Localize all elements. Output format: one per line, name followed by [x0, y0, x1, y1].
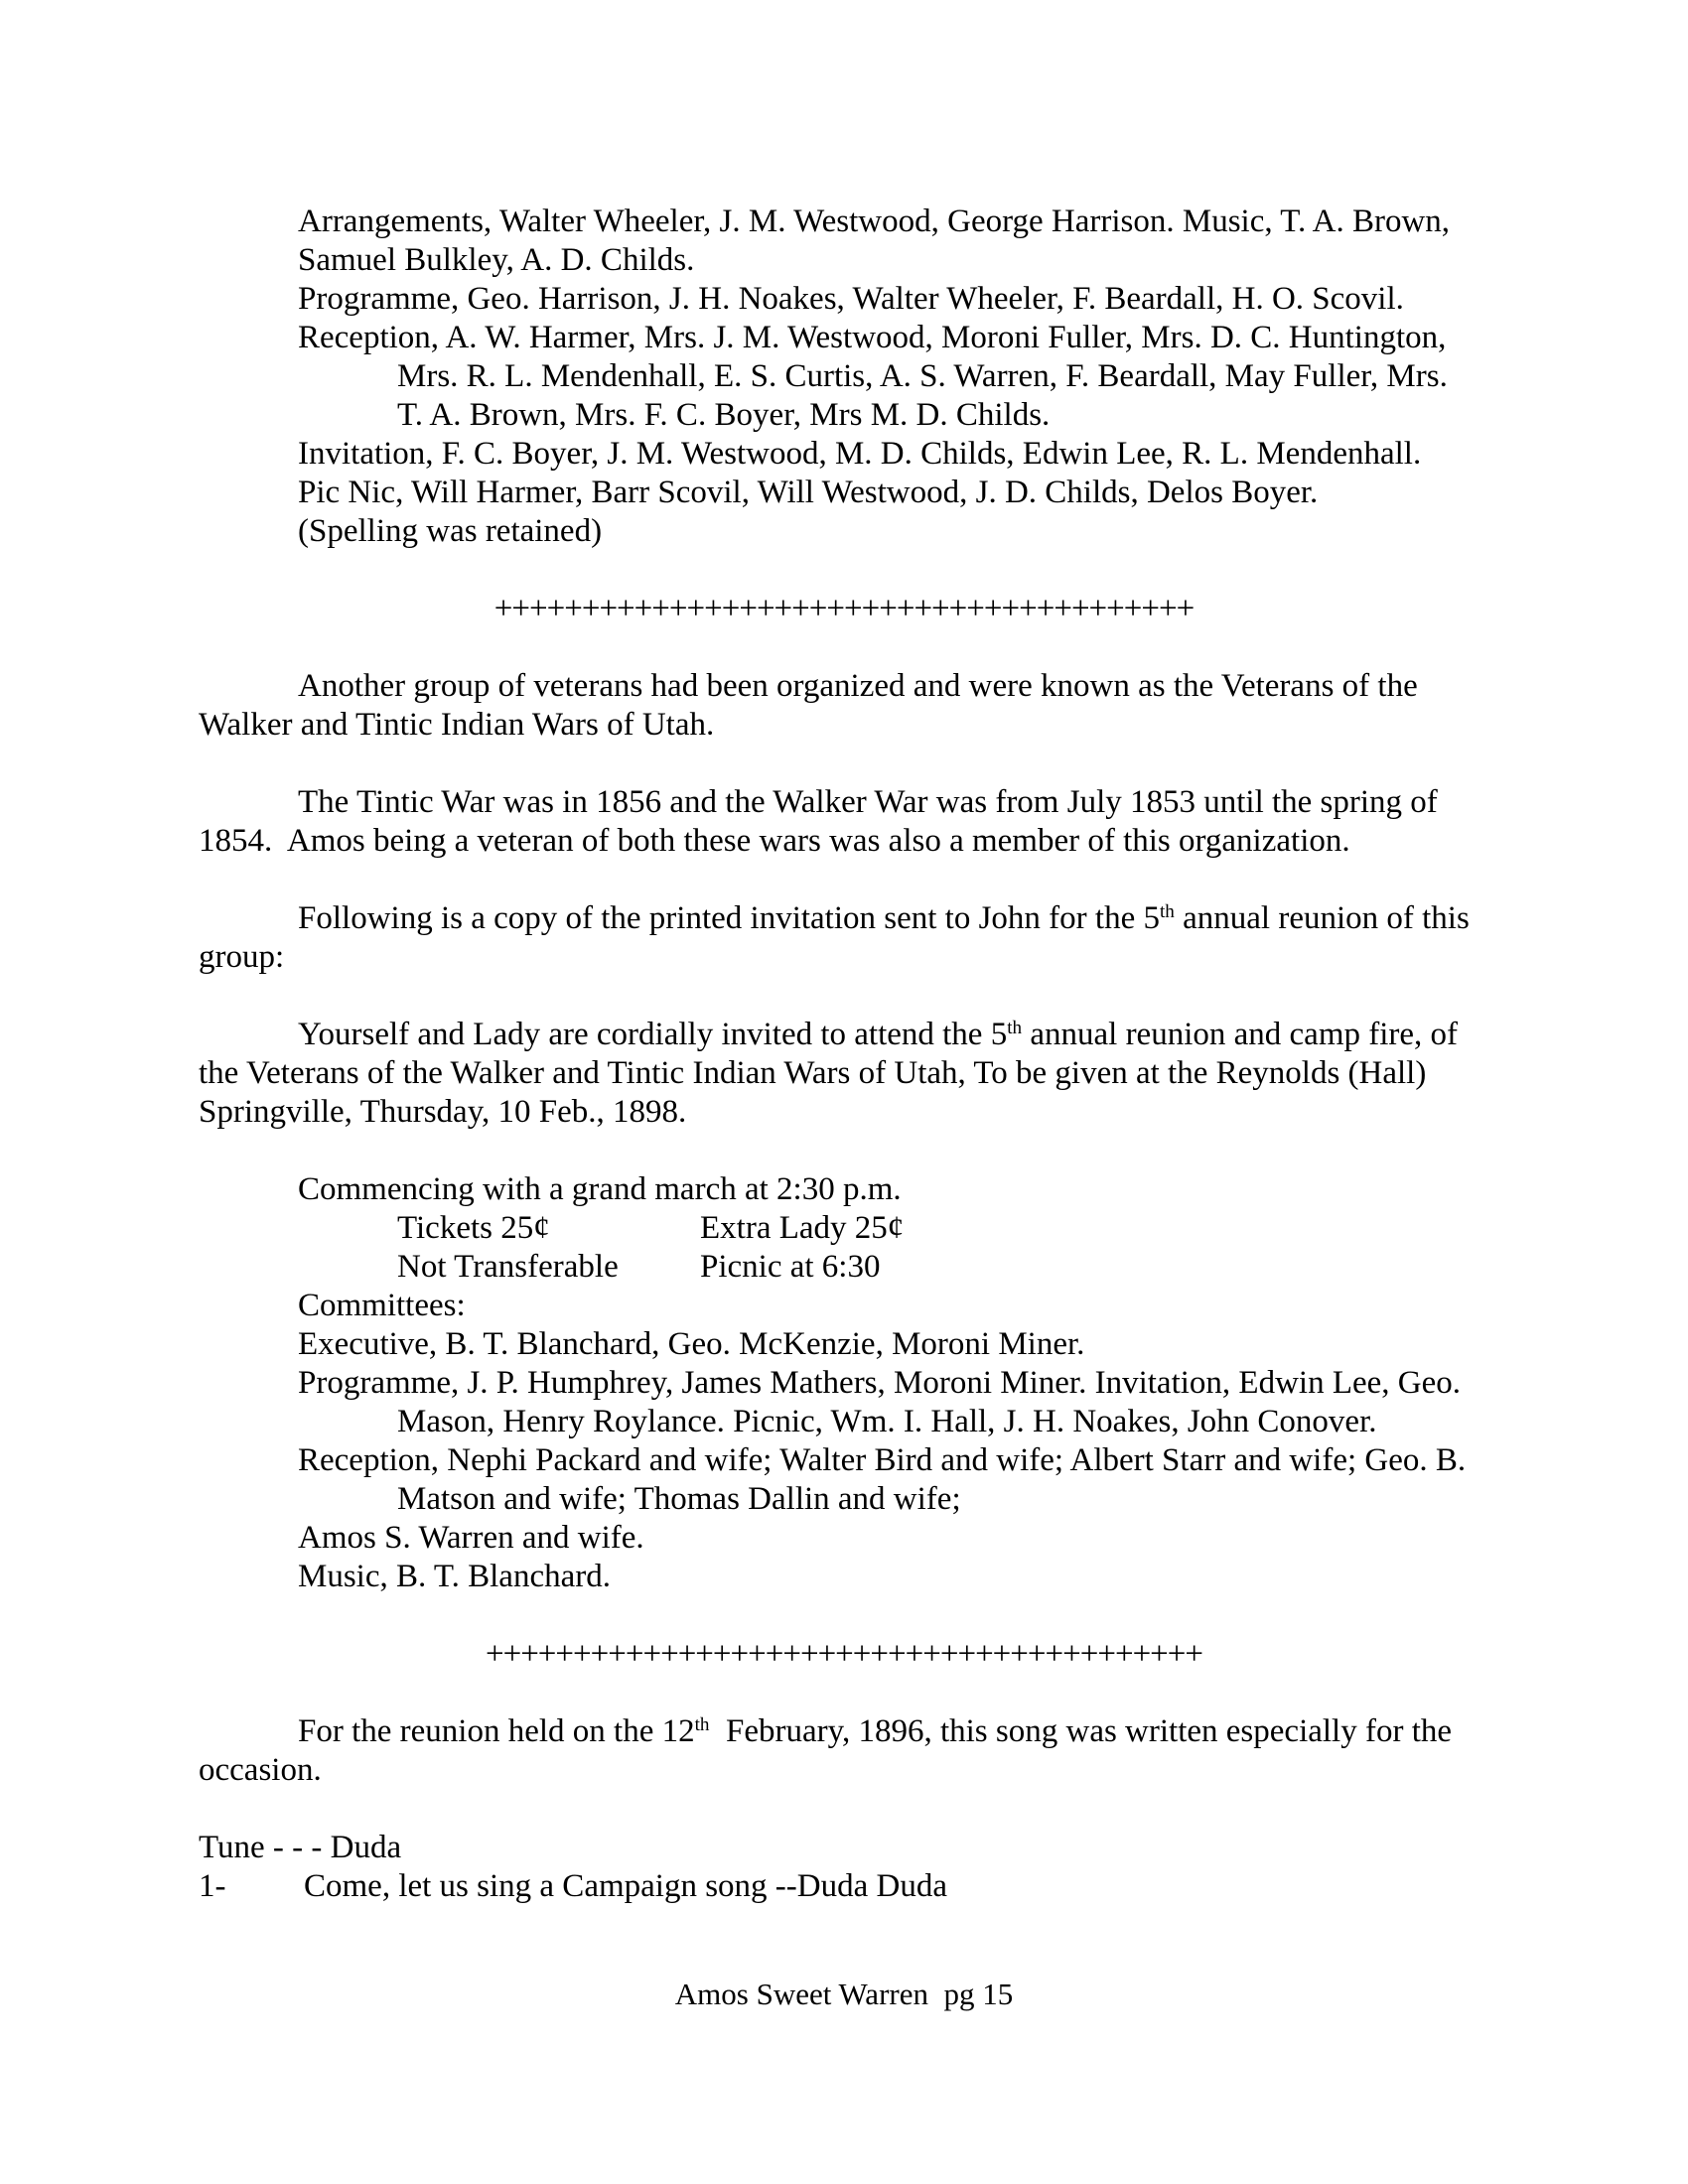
text-segment: +++++++++++++++++++++++++++++++++++++++++ — [485, 1636, 1203, 1672]
text-line — [298, 1558, 1489, 1596]
text-line — [298, 1712, 1489, 1751]
page-footer: Amos Sweet Warren pg 15 — [674, 1977, 1014, 2011]
text-segment: Invitation, F. C. Boyer, J. M. Westwood, M. D. Childs, Edwin Lee, R. L. Mendenhall. — [298, 436, 1422, 472]
text-segment: February, 1896, this song was written especially for the — [709, 1713, 1453, 1749]
separator-line — [199, 590, 1489, 628]
text-line — [199, 822, 1489, 861]
text-segment: Programme, J. P. Humphrey, James Mathers, Moroni Miner. Invitation, Edwin Lee, Geo. — [298, 1365, 1462, 1401]
text-line — [199, 938, 1489, 977]
text-segment: Executive, B. T. Blanchard, Geo. McKenzie, Moroni Miner. — [298, 1326, 1085, 1362]
text-segment: 1854. Amos being a veteran of both these wars was also a member of this organization. — [199, 823, 1350, 859]
text-line — [298, 899, 1489, 938]
text-segment: Picnic at 6:30 — [700, 1249, 881, 1285]
separator-line — [199, 1635, 1489, 1674]
text-line — [298, 474, 1489, 512]
text-line — [397, 1209, 1489, 1248]
text-segment: Walker and Tintic Indian Wars of Utah. — [199, 707, 715, 743]
blank-line — [199, 977, 1489, 1016]
text-segment: the Veterans of the Walker and Tintic Indian Wars of Utah, To be given at the Reynolds (Hall) — [199, 1055, 1427, 1091]
blank-line — [199, 1674, 1489, 1712]
text-line — [298, 435, 1489, 474]
text-segment: Following is a copy of the printed invitation sent to John for the 5 — [298, 900, 1160, 936]
text-segment: Yourself and Lady are cordially invited to attend the 5 — [298, 1017, 1008, 1052]
text-segment: group: — [199, 939, 285, 975]
text-line — [298, 667, 1489, 706]
text-line — [397, 1480, 1489, 1519]
text-line — [199, 706, 1489, 745]
document-body — [199, 203, 1489, 1906]
text-segment: Amos S. Warren and wife. — [298, 1520, 644, 1556]
text-segment: Come, let us sing a Campaign song --Duda Duda — [304, 1868, 947, 1904]
text-segment: ++++++++++++++++++++++++++++++++++++++++ — [493, 591, 1195, 626]
blank-line — [199, 1790, 1489, 1829]
text-segment: Arrangements, Walter Wheeler, J. M. Westwood, George Harrison. Music, T. A. Brown, — [298, 204, 1451, 239]
text-line — [298, 783, 1489, 822]
text-segment: Extra Lady 25¢ — [700, 1210, 905, 1246]
text-line — [298, 1016, 1489, 1054]
text-segment: Mason, Henry Roylance. Picnic, Wm. I. Hall, J. H. Noakes, John Conover. — [397, 1404, 1377, 1439]
text-segment: Samuel Bulkley, A. D. Childs. — [298, 242, 695, 278]
text-segment: The Tintic War was in 1856 and the Walker War was from July 1853 until the spring of — [298, 784, 1438, 820]
text-segment: annual reunion of this — [1174, 900, 1470, 936]
superscript-text: th — [1007, 1018, 1023, 1039]
blank-line — [199, 551, 1489, 590]
text-line — [298, 1519, 1489, 1558]
text-segment: Tickets 25¢ — [397, 1210, 550, 1246]
text-segment: Tune - - - Duda — [199, 1830, 402, 1865]
text-line — [298, 1287, 1489, 1325]
text-segment: Pic Nic, Will Harmer, Barr Scovil, Will Westwood, J. D. Childs, Delos Boyer. — [298, 475, 1319, 510]
text-segment: Reception, A. W. Harmer, Mrs. J. M. Westwood, Moroni Fuller, Mrs. D. C. Huntington, — [298, 320, 1447, 355]
blank-line — [199, 1596, 1489, 1635]
text-line — [298, 241, 1489, 280]
text-segment: Commencing with a grand march at 2:30 p.m. — [298, 1171, 902, 1207]
superscript-text: th — [694, 1714, 710, 1736]
text-line — [298, 1325, 1489, 1364]
text-line — [397, 396, 1489, 435]
text-line — [397, 1403, 1489, 1441]
text-segment: (Spelling was retained) — [298, 513, 603, 549]
text-segment: Not Transferable — [397, 1249, 619, 1285]
text-segment: Matson and wife; Thomas Dallin and wife; — [397, 1481, 961, 1517]
text-line — [199, 1867, 1489, 1906]
text-segment: Music, B. T. Blanchard. — [298, 1559, 611, 1594]
text-segment: Mrs. R. L. Mendenhall, E. S. Curtis, A. S. Warren, F. Beardall, May Fuller, Mrs. — [397, 358, 1448, 394]
text-line — [298, 1364, 1489, 1403]
text-segment: occasion. — [199, 1752, 322, 1788]
text-segment: Springville, Thursday, 10 Feb., 1898. — [199, 1094, 687, 1130]
text-line — [199, 1093, 1489, 1132]
blank-line — [199, 745, 1489, 783]
text-segment: Committees: — [298, 1288, 466, 1323]
text-line — [199, 1751, 1489, 1790]
text-segment: For the reunion held on the 12 — [298, 1713, 695, 1749]
text-line — [298, 319, 1489, 357]
text-segment: annual reunion and camp fire, of — [1022, 1017, 1459, 1052]
blank-line — [199, 628, 1489, 667]
blank-line — [199, 1132, 1489, 1170]
text-line — [199, 1054, 1489, 1093]
text-segment: T. A. Brown, Mrs. F. C. Boyer, Mrs M. D. Childs. — [397, 397, 1051, 433]
text-line — [397, 357, 1489, 396]
text-segment: Programme, Geo. Harrison, J. H. Noakes, Walter Wheeler, F. Beardall, H. O. Scovil. — [298, 281, 1404, 317]
text-line — [298, 1170, 1489, 1209]
superscript-text: th — [1159, 901, 1175, 923]
text-segment: 1- — [199, 1868, 226, 1904]
blank-line — [199, 861, 1489, 899]
text-line — [298, 512, 1489, 551]
text-segment: Another group of veterans had been organized and were known as the Veterans of the — [298, 668, 1418, 704]
text-line — [298, 280, 1489, 319]
text-segment: Reception, Nephi Packard and wife; Walter Bird and wife; Albert Starr and wife; Geo. B. — [298, 1442, 1467, 1478]
text-line — [298, 1441, 1489, 1480]
text-line — [199, 1829, 1489, 1867]
text-line — [397, 1248, 1489, 1287]
text-line — [298, 203, 1489, 241]
